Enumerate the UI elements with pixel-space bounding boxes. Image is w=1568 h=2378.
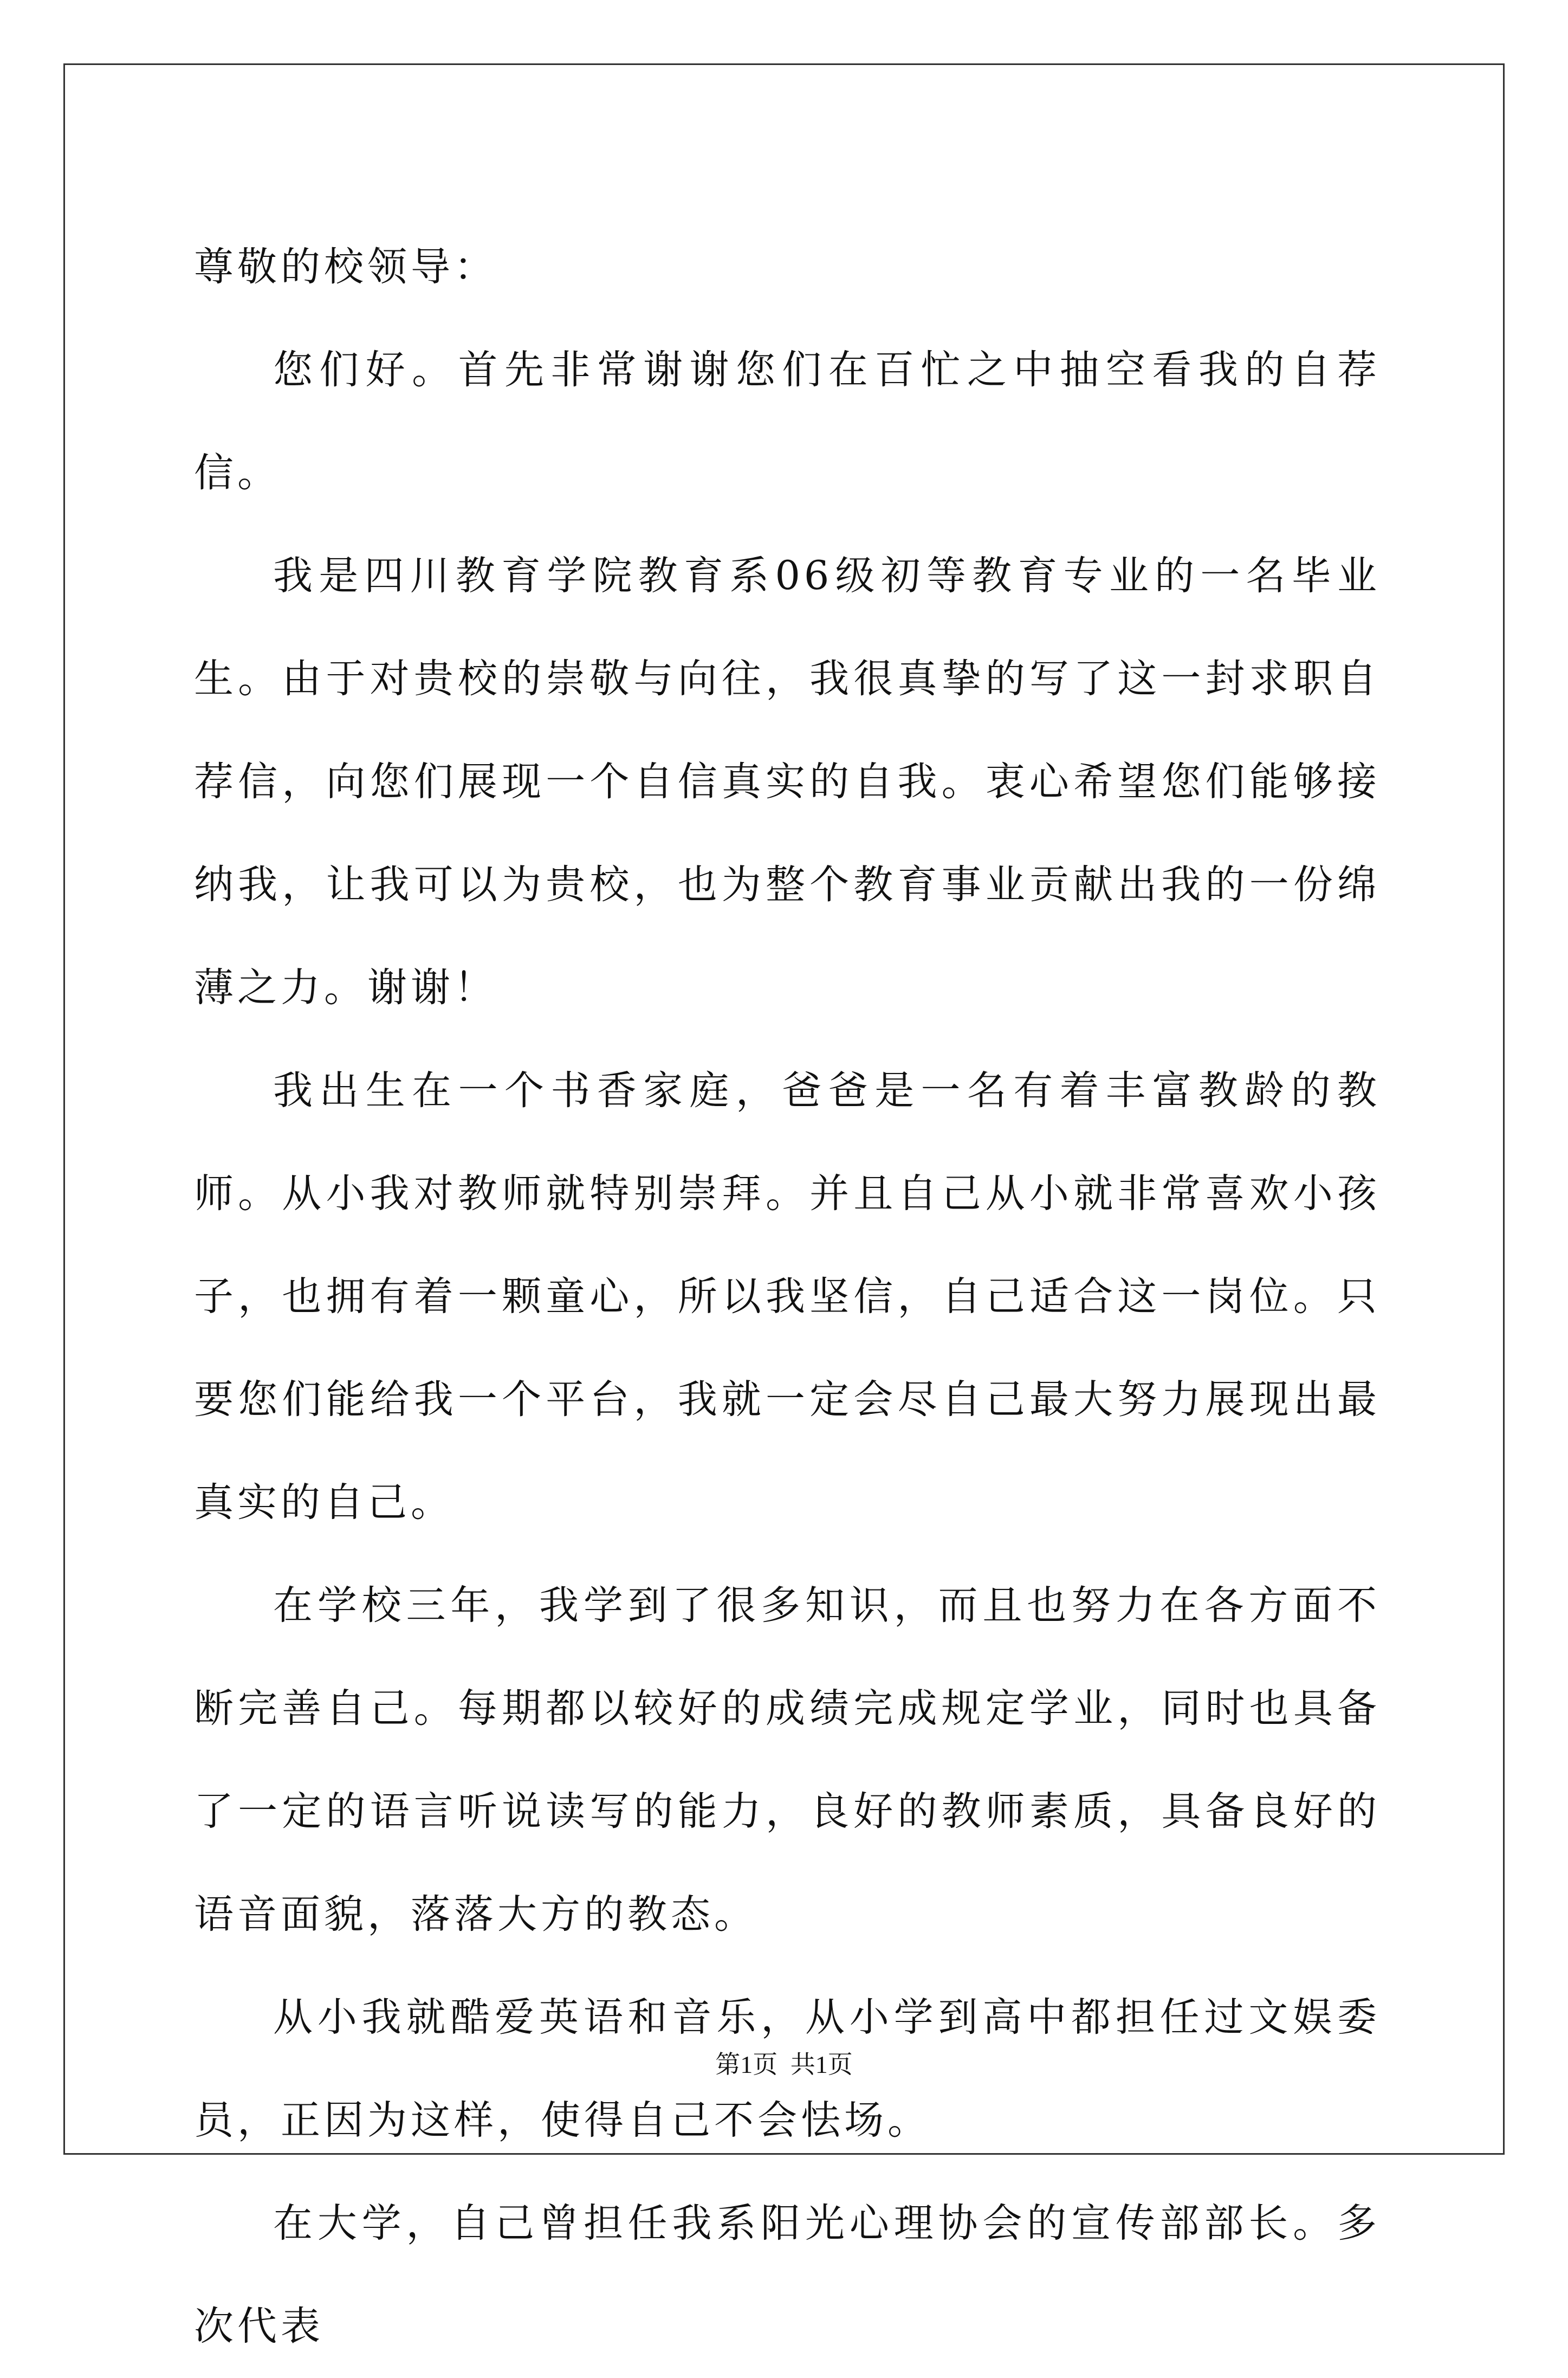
page-footer [0, 2049, 1568, 2081]
paragraph-1: 您们好。首先非常谢谢您们在百忙之中抽空看我的自荐信。 [194, 347, 1381, 496]
paragraph-5: 从小我就酷爱英语和音乐，从小学到高中都担任过文娱委员，正因为这样，使得自己不会怯场。 [194, 1994, 1381, 2143]
paragraph-3: 我出生在一个书香家庭，爸爸是一名有着丰富教龄的教师。从小我对教师就特别崇拜。并且自己从小就非常喜欢小孩子，也拥有着一颗童心，所以我坚信，自己适合这一岗位。只要您们能给我一个平台，我就一定会尽自己最大努力展现出最真实的自己。 [194, 1068, 1381, 1526]
paragraph-6: 在大学，自己曾担任我系阳光心理协会的宣传部部长。多次代表 [194, 2200, 1381, 2349]
salutation: 尊敬的校领导： [194, 244, 497, 290]
page-total: 共1页 [790, 2051, 853, 2078]
page-number: 第1页 [715, 2051, 778, 2078]
paragraph-4: 在学校三年，我学到了很多知识，而且也努力在各方面不断完善自己。每期都以较好的成绩完成规定学业，同时也具备了一定的语言听说读写的能力，良好的教师素质，具备良好的语音面貌，落落大方的教态。 [194, 1582, 1381, 1937]
paragraph-2: 我是四川教育学院教育系06级初等教育专业的一名毕业生。由于对贵校的崇敬与向往，我很真挚的写了这一封求职自荐信，向您们展现一个自信真实的自我。衷心希望您们能够接纳我，让我可以为贵校，也为整个教育事业贡献出我的一份绵薄之力。谢谢！ [194, 553, 1381, 1011]
